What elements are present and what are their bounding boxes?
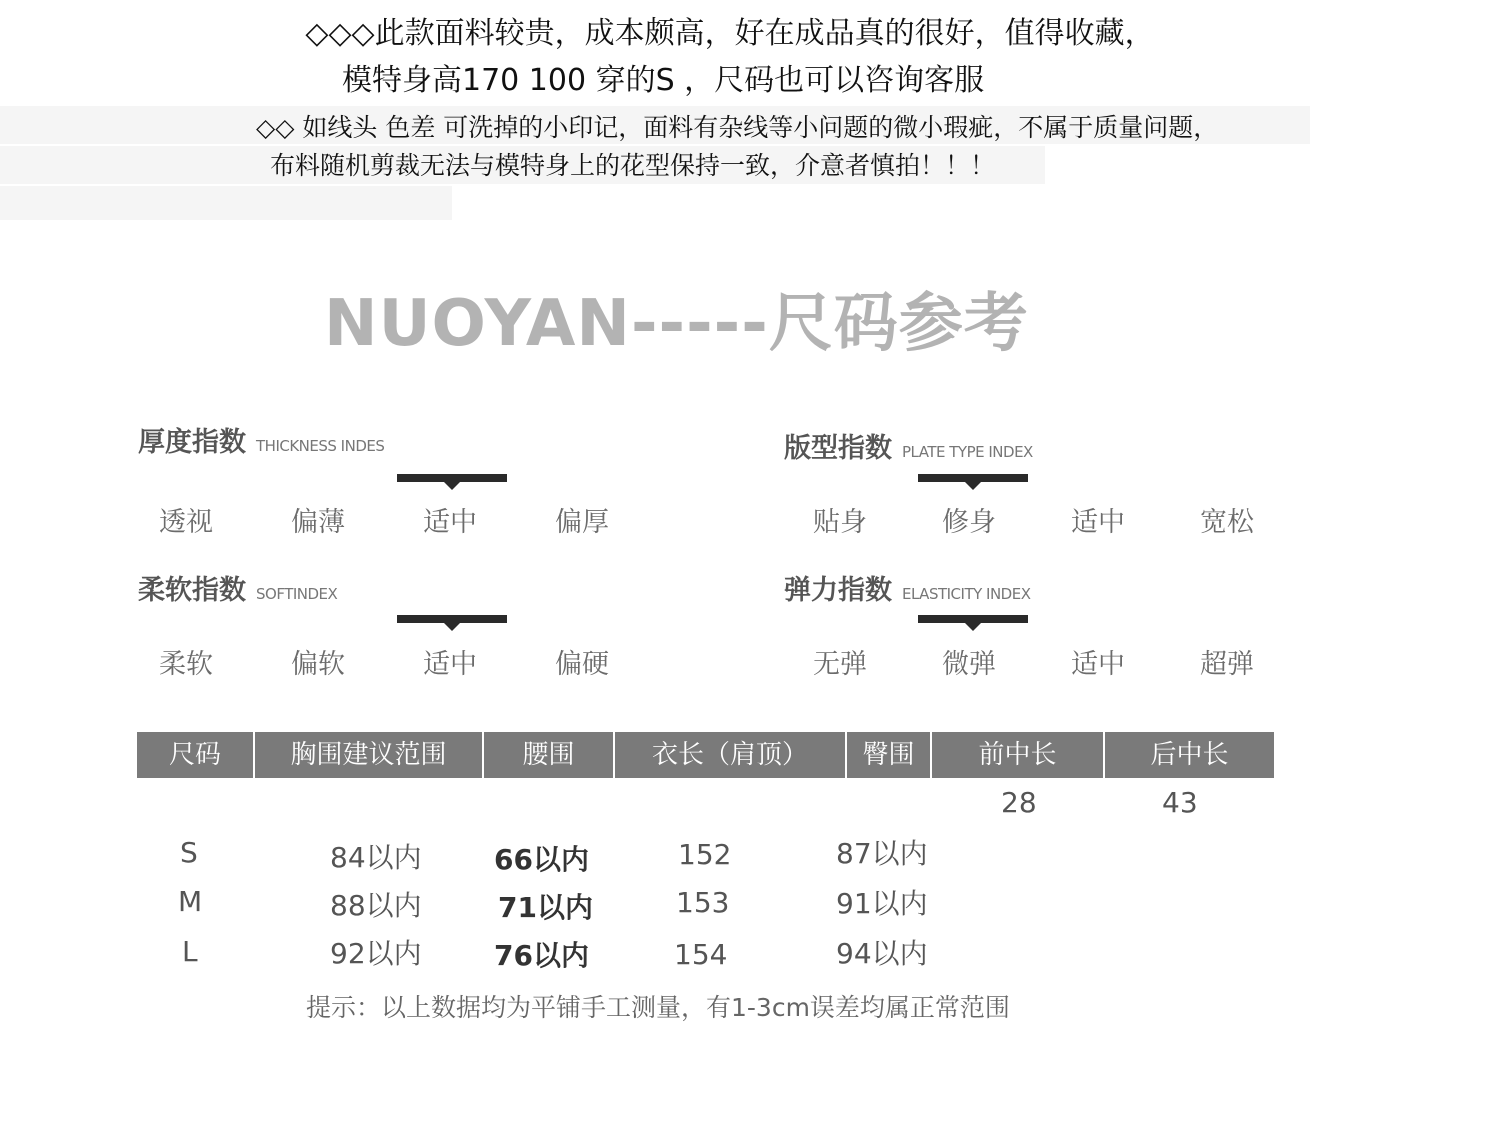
row-s-hip: 87以内 <box>836 837 928 870</box>
thickness-option-1: 透视 <box>159 507 213 538</box>
elasticity-index-label: 弹力指数 <box>784 575 892 606</box>
front-length-value: 28 <box>1001 786 1037 819</box>
thickness-selected-marker <box>397 474 507 482</box>
row-l-length: 154 <box>674 938 728 971</box>
thickness-option-3: 适中 <box>423 507 477 538</box>
softness-option-4: 偏硬 <box>555 649 609 680</box>
plate-type-selected-marker <box>918 474 1028 482</box>
softness-option-3: 适中 <box>423 649 477 680</box>
row-l-hip: 94以内 <box>836 937 928 970</box>
elasticity-selected-marker <box>918 615 1028 623</box>
thickness-index-subtitle: THICKNESS INDES <box>256 437 385 455</box>
softness-option-1: 柔软 <box>159 649 213 680</box>
softness-index-title <box>138 568 337 607</box>
row-s-size: S <box>180 836 198 869</box>
notice-line-2: 模特身高170 100 穿的S ，尺码也可以咨询客服 <box>342 63 985 98</box>
elasticity-option-3: 适中 <box>1071 649 1125 680</box>
size-table-header <box>137 732 1274 778</box>
thickness-option-4: 偏厚 <box>555 507 609 538</box>
plate-type-option-3: 适中 <box>1071 507 1125 538</box>
row-l-chest: 92以内 <box>330 937 422 970</box>
thickness-index-title <box>138 420 384 459</box>
elasticity-index-subtitle: ELASTICITY INDEX <box>902 585 1031 603</box>
softness-selected-marker <box>397 615 507 623</box>
plate-type-option-1: 贴身 <box>813 507 867 538</box>
notice-line-1: ◇◇◇此款面料较贵，成本颇高，好在成品真的很好，值得收藏， <box>305 16 1155 51</box>
row-s-chest: 84以内 <box>330 841 422 874</box>
notice-band-3 <box>0 186 452 220</box>
row-m-hip: 91以内 <box>836 887 928 920</box>
notice-line-4: 布料随机剪裁无法与模特身上的花型保持一致，介意者慎拍！！！ <box>270 151 996 180</box>
row-m-chest: 88以内 <box>330 889 422 922</box>
header-size: 尺码 <box>137 732 255 778</box>
row-s-length: 152 <box>678 838 732 871</box>
plate-type-option-2: 修身 <box>942 507 996 538</box>
row-l-waist: 76以内 <box>494 939 589 972</box>
plate-type-index-subtitle: PLATE TYPE INDEX <box>902 443 1033 461</box>
row-m-waist: 71以内 <box>498 891 593 924</box>
brand-title: NUOYAN-----尺码参考 <box>324 287 1029 361</box>
thickness-option-2: 偏薄 <box>291 507 345 538</box>
header-front-length: 前中长 <box>932 732 1105 778</box>
header-chest: 胸围建议范围 <box>255 732 484 778</box>
elasticity-option-1: 无弹 <box>813 649 867 680</box>
softness-option-2: 偏软 <box>291 649 345 680</box>
row-m-size: M <box>178 885 203 918</box>
elasticity-option-4: 超弹 <box>1200 649 1254 680</box>
back-length-value: 43 <box>1162 786 1198 819</box>
plate-type-option-4: 宽松 <box>1200 507 1254 538</box>
elasticity-index-title <box>784 568 1031 607</box>
header-length: 衣长（肩顶） <box>615 732 847 778</box>
row-m-length: 153 <box>676 886 730 919</box>
header-back-length: 后中长 <box>1150 740 1229 770</box>
softness-index-label: 柔软指数 <box>138 575 246 606</box>
elasticity-option-2: 微弹 <box>942 649 996 680</box>
softness-index-subtitle: SOFTINDEX <box>256 585 338 603</box>
header-hip: 臀围 <box>847 732 932 778</box>
thickness-index-label: 厚度指数 <box>138 427 246 458</box>
notice-line-3: ◇◇ 如线头 色差 可洗掉的小印记，面料有杂线等小问题的微小瑕疵，不属于质量问题， <box>256 113 1219 142</box>
measurement-hint: 提示：以上数据均为平铺手工测量，有1-3cm误差均属正常范围 <box>306 993 1010 1022</box>
row-s-waist: 66以内 <box>494 843 589 876</box>
plate-type-index-title <box>784 426 1033 465</box>
row-l-size: L <box>182 935 198 968</box>
header-waist: 腰围 <box>484 732 615 778</box>
plate-type-index-label: 版型指数 <box>784 433 892 464</box>
